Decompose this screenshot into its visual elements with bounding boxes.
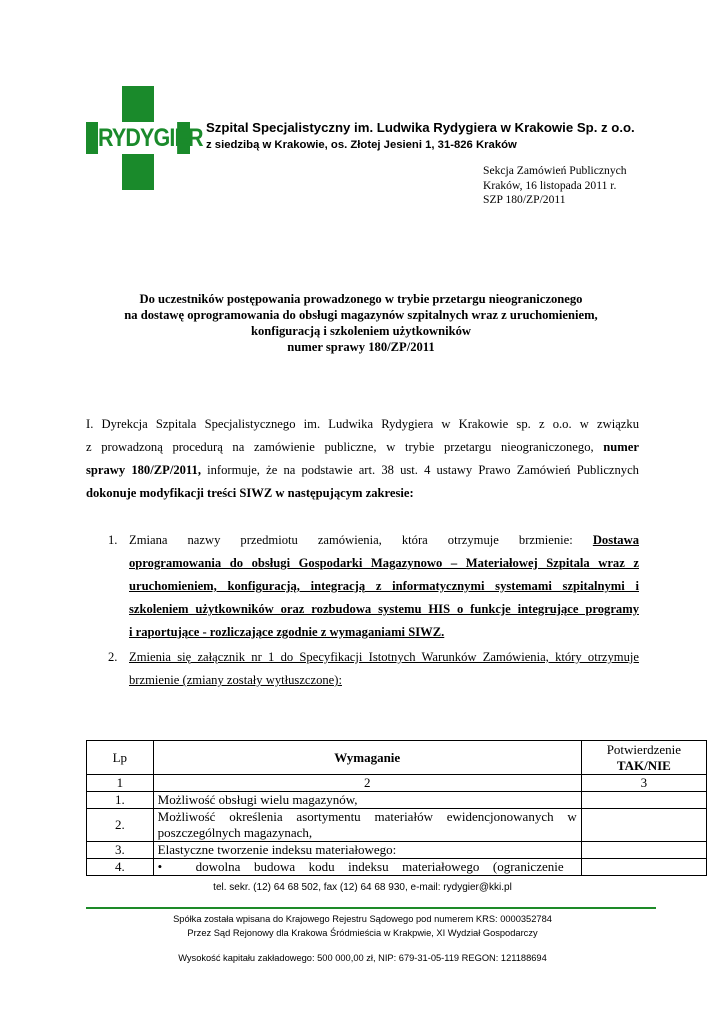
footer-court: Przez Sąd Rejonowy dla Krakowa Śródmieścia w Krakpwie, XI Wydział Gospodarczy (187, 928, 538, 938)
meta-reference: SZP 180/ZP/2011 (483, 193, 566, 206)
meta-section: Sekcja Zamówień Publicznych (483, 164, 627, 177)
document-title (60, 291, 662, 355)
table-row (87, 859, 707, 876)
list-item-line (129, 529, 639, 552)
list-item (129, 529, 639, 644)
list-item-number: 2. (108, 650, 118, 664)
requirements-table (86, 740, 707, 876)
logo-brand: RYDYGIER (98, 124, 203, 152)
row-requirement-line: Możliwość określenia asortymentu materiałów ewidencjonowanych w (157, 809, 577, 824)
intro-line: dokonuje modyfikacji treści SIWZ w następującym zakresie: (86, 486, 414, 500)
list-item-number: 1. (108, 533, 118, 547)
header-confirmation-label: Potwierdzenie (606, 741, 682, 757)
title-line: numer sprawy 180/ZP/2011 (287, 340, 435, 354)
row-requirement: Elastyczne tworzenie indeksu materiałowego: (153, 842, 581, 859)
list-item-line: uruchomieniem, konfiguracją, integracją z informatycznymi systemami szpitalnymi i (129, 579, 639, 593)
row-lp: 3. (87, 842, 154, 859)
hospital-logo (86, 86, 203, 190)
row-requirement: Możliwość obsługi wielu magazynów, (153, 792, 581, 809)
title-line: Do uczestników postępowania prowadzonego w trybie przetargu nieograniczonego (139, 292, 583, 306)
numbering-cell: 1 (87, 775, 154, 792)
intro-line: I. Dyrekcja Szpitala Specjalistycznego im. Ludwika Rydygiera w Krakowie sp. z o.o. w związku (86, 417, 639, 431)
row-confirmation[interactable] (581, 809, 706, 842)
numbering-cell: 3 (581, 775, 706, 792)
table-header-row (87, 741, 707, 775)
row-confirmation[interactable] (581, 859, 706, 876)
row-lp: 2. (87, 809, 154, 842)
table-numbering-row (87, 775, 707, 792)
intro-bold: numer (603, 440, 639, 454)
header-requirement: Wymaganie (153, 741, 581, 775)
list-item-line: oprogramowania do obsługi Gospodarki Magazynowo – Materiałowej Szpitala wraz z (129, 556, 639, 570)
intro-bold: sprawy 180/ZP/2011, (86, 463, 201, 477)
list-item-line: brzmienie (zmiany zostały wytłuszczone): (129, 673, 342, 687)
numbering-cell: 2 (153, 775, 581, 792)
hospital-name: Szpital Specjalistyczny im. Ludwika Rydygiera w Krakowie Sp. z o.o. (206, 120, 635, 135)
header-confirmation-options: TAK/NIE (616, 757, 671, 773)
row-requirement (153, 859, 581, 876)
header-confirmation (581, 741, 706, 775)
intro-text: z prowadzoną procedurą na zamówienie publiczne, w trybie przetargu nieograniczonego, (86, 440, 594, 454)
table-row (87, 842, 707, 859)
row-lp: 4. (87, 859, 154, 876)
table-row (87, 792, 707, 809)
list-item-lead: Zmiana nazwy przedmiotu zamówienia, która otrzymuje brzmienie: (129, 533, 573, 547)
list-item-line: szkoleniem użytkowników oraz rozbudowa systemu HIS o funkcje integrujące programy (129, 602, 639, 616)
footer-krs: Spółka została wpisana do Krajowego Rejestru Sądowego pod numerem KRS: 0000352784 (173, 914, 552, 924)
header-lp: Lp (87, 741, 154, 775)
list-item-line: Zmienia się załącznik nr 1 do Specyfikacji Istotnych Warunków Zamówienia, który otrzymuje (129, 650, 639, 664)
row-requirement-line: dowolna budowa kodu indeksu materiałowego (ograniczenie (195, 859, 564, 874)
hospital-address: z siedzibą w Krakowie, os. Złotej Jesieni 1, 31-826 Kraków (206, 139, 517, 151)
row-confirmation[interactable] (581, 792, 706, 809)
table-row (87, 809, 707, 842)
footer-divider (86, 907, 656, 909)
title-line: konfiguracją i szkoleniem użytkowników (250, 324, 472, 338)
intro-line (86, 436, 639, 459)
meta-date: Kraków, 16 listopada 2011 r. (483, 179, 617, 192)
list-item-line: i raportujące - rozliczające zgodnie z wymaganiami SIWZ. (129, 625, 445, 639)
title-line: na dostawę oprogramowania do obsługi magazynów szpitalnych wraz z uruchomieniem, (124, 308, 598, 322)
intro-text: informuje, że na podstawie art. 38 ust. 4 ustawy Prawo Zamówień Publicznych (207, 463, 639, 477)
intro-paragraph (86, 413, 639, 505)
row-lp: 1. (87, 792, 154, 809)
list-item (129, 646, 639, 692)
logo-first-name: LUDWIK (87, 124, 95, 151)
footer-contact: tel. sekr. (12) 64 68 502, fax (12) 64 68 930, e-mail: rydygier@kki.pl (213, 882, 512, 893)
footer-capital: Wysokość kapitału zakładowego: 500 000,00 zł, NIP: 679-31-05-119 REGON: 121188694 (178, 953, 547, 963)
row-requirement (153, 809, 581, 842)
row-confirmation[interactable] (581, 842, 706, 859)
bullet-icon: • (157, 859, 163, 874)
row-requirement-line: poszczególnych magazynach, (157, 825, 313, 840)
list-item-lead-bold: Dostawa (592, 533, 639, 547)
intro-line (86, 459, 639, 482)
